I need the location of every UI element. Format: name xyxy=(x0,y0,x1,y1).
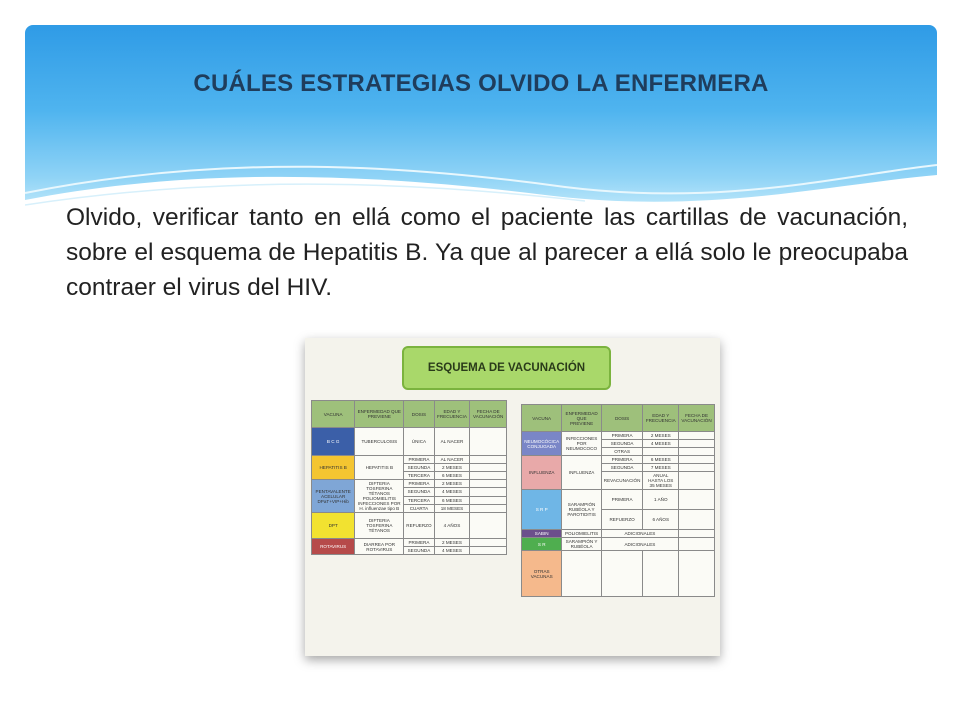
dose-cell: PRIMERA xyxy=(601,490,643,510)
table-row xyxy=(522,432,715,440)
table-header: ENFERMEDAD QUE PREVIENE xyxy=(355,401,404,428)
date-cell xyxy=(679,551,715,597)
date-cell xyxy=(679,510,715,530)
dose-cell xyxy=(601,551,643,597)
disease-cell: HEPATITIS B xyxy=(355,456,404,480)
age-cell: 18 MESES xyxy=(434,504,470,512)
age-cell: 4 MESES xyxy=(434,488,470,496)
dose-cell: SEGUNDA xyxy=(601,440,643,448)
disease-cell: SARAMPIÓN Y RUBÉOLA xyxy=(562,538,601,551)
table-header: EDAD Y FRECUENCIA xyxy=(643,405,679,432)
wave-decoration xyxy=(25,25,937,215)
dose-cell: TERCERA xyxy=(404,472,434,480)
age-cell: 2 MESES xyxy=(434,464,470,472)
age-cell xyxy=(643,551,679,597)
slide-body-text: Olvido, verificar tanto en ellá como el paciente las cartillas de vacunación, sobre el esquema de Hepatitis B. Ya que al parecer a ellá solo le preocupaba contraer el virus del HIV. xyxy=(66,204,908,301)
table-header: VACUNA xyxy=(522,405,562,432)
vaccine-cell: S R xyxy=(522,538,562,551)
vaccine-cell: ROTAVIRUS xyxy=(312,539,355,555)
table-row xyxy=(312,539,507,547)
dose-cell: TERCERA xyxy=(404,496,434,504)
disease-cell: DIARREA POR ROTAVIRUS xyxy=(355,539,404,555)
dose-cell: CUARTA xyxy=(404,504,434,512)
date-cell xyxy=(470,496,507,504)
disease-cell: TUBERCULOSIS xyxy=(355,428,404,456)
age-cell: 4 AÑOS xyxy=(434,513,470,539)
age-cell: AL NACER xyxy=(434,456,470,464)
table-row xyxy=(522,490,715,510)
dose-cell: REFUERZO xyxy=(601,510,643,530)
disease-cell: DIFTERIA TOSFERINA TÉTANOS xyxy=(355,513,404,539)
vaccine-cell: S R P xyxy=(522,490,562,530)
disease-cell xyxy=(562,551,601,597)
date-cell xyxy=(470,480,507,488)
disease-cell: SARAMPIÓN RUBÉOLA Y PAROTIDITIS xyxy=(562,490,601,530)
age-cell: 4 MESES xyxy=(643,440,679,448)
age-cell: 6 MESES xyxy=(434,472,470,480)
dose-cell: SEGUNDA xyxy=(404,464,434,472)
date-cell xyxy=(470,472,507,480)
table-header-row xyxy=(522,405,715,432)
vaccine-cell: OTRAS VACUNAS xyxy=(522,551,562,597)
table-row xyxy=(522,456,715,464)
dose-cell: REFUERZO xyxy=(404,513,434,539)
date-cell xyxy=(679,538,715,551)
date-cell xyxy=(679,456,715,464)
slide-header-banner xyxy=(25,25,937,215)
age-cell: 4 MESES xyxy=(434,547,470,555)
date-cell xyxy=(470,547,507,555)
date-cell xyxy=(679,432,715,440)
table-header: FECHA DE VACUNACIÓN xyxy=(679,405,715,432)
table-header: ENFERMEDAD QUE PREVIENE xyxy=(562,405,601,432)
age-cell: 6 AÑOS xyxy=(643,510,679,530)
table-header-row xyxy=(312,401,507,428)
table-row xyxy=(312,513,507,539)
dose-cell: SEGUNDA xyxy=(404,488,434,496)
date-cell xyxy=(679,464,715,472)
disease-cell: DIFTERIA TOSFERINA TÉTANOS POLIOMIELITIS INFECCIONES POR H. influenzae tipo B xyxy=(355,480,404,513)
age-cell: 2 MESES xyxy=(434,539,470,547)
table-row xyxy=(312,480,507,488)
disease-cell: INFECCIONES POR NEUMOCOCO xyxy=(562,432,601,456)
date-cell xyxy=(470,456,507,464)
age-cell: 1 AÑO xyxy=(643,490,679,510)
date-cell xyxy=(470,504,507,512)
age-cell: 2 MESES xyxy=(434,480,470,488)
dose-cell: PRIMERA xyxy=(404,480,434,488)
table-row xyxy=(522,551,715,597)
vaccine-cell: SABIN xyxy=(522,530,562,538)
age-cell: 7 MESES xyxy=(643,464,679,472)
vaccine-cell: DPT xyxy=(312,513,355,539)
dose-cell: ÚNICA xyxy=(404,428,434,456)
date-cell xyxy=(679,530,715,538)
age-cell: 6 MESES xyxy=(643,456,679,464)
dose-cell: SEGUNDA xyxy=(404,547,434,555)
dose-cell: SEGUNDA xyxy=(601,464,643,472)
date-cell xyxy=(470,539,507,547)
right-vaccine-table xyxy=(521,404,715,597)
dose-cell: PRIMERA xyxy=(601,432,643,440)
table-header: FECHA DE VACUNACIÓN xyxy=(470,401,507,428)
dose-cell: PRIMERA xyxy=(404,539,434,547)
table-header: DOSIS xyxy=(404,401,434,428)
table-header: EDAD Y FRECUENCIA xyxy=(434,401,470,428)
slide-title: CUÁLES ESTRATEGIAS OLVIDO LA ENFERMERA xyxy=(193,70,769,97)
date-cell xyxy=(470,513,507,539)
disease-cell: POLIOMIELITIS xyxy=(562,530,601,538)
age-cell: AL NACER xyxy=(434,428,470,456)
age-cell xyxy=(643,448,679,456)
date-cell xyxy=(679,440,715,448)
date-cell xyxy=(679,472,715,490)
date-cell xyxy=(470,428,507,456)
table-row xyxy=(312,428,507,456)
date-cell xyxy=(470,464,507,472)
date-cell xyxy=(679,448,715,456)
date-cell xyxy=(470,488,507,496)
age-cell: 6 MESES xyxy=(434,496,470,504)
vaccine-cell: B C G xyxy=(312,428,355,456)
dose-cell: OTRAS xyxy=(601,448,643,456)
vaccine-cell: NEUMOCÓCICA CONJUGADA xyxy=(522,432,562,456)
dose-cell: REVACUNACIÓN xyxy=(601,472,643,490)
table-row xyxy=(522,538,715,551)
table-header: DOSIS xyxy=(601,405,643,432)
vaccine-cell: HEPATITIS B xyxy=(312,456,355,480)
table-row xyxy=(522,530,715,538)
vaccination-scheme-banner: ESQUEMA DE VACUNACIÓN xyxy=(402,346,611,390)
vaccine-cell: PENTAVALENTE ACELULAR DPaT+VIP+Hib xyxy=(312,480,355,513)
disease-cell: INFLUENZA xyxy=(562,456,601,490)
dose-cell: PRIMERA xyxy=(601,456,643,464)
dose-cell: ADICIONALES xyxy=(601,530,678,538)
table-header: VACUNA xyxy=(312,401,355,428)
date-cell xyxy=(679,490,715,510)
table-row xyxy=(312,456,507,464)
left-vaccine-table xyxy=(311,400,507,555)
dose-cell: PRIMERA xyxy=(404,456,434,464)
vaccine-cell: INFLUENZA xyxy=(522,456,562,490)
age-cell: 2 MESES xyxy=(643,432,679,440)
vaccination-scheme-image xyxy=(305,338,720,656)
age-cell: ANUAL HASTA LOS 35 MESES xyxy=(643,472,679,490)
dose-cell: ADICIONALES xyxy=(601,538,678,551)
